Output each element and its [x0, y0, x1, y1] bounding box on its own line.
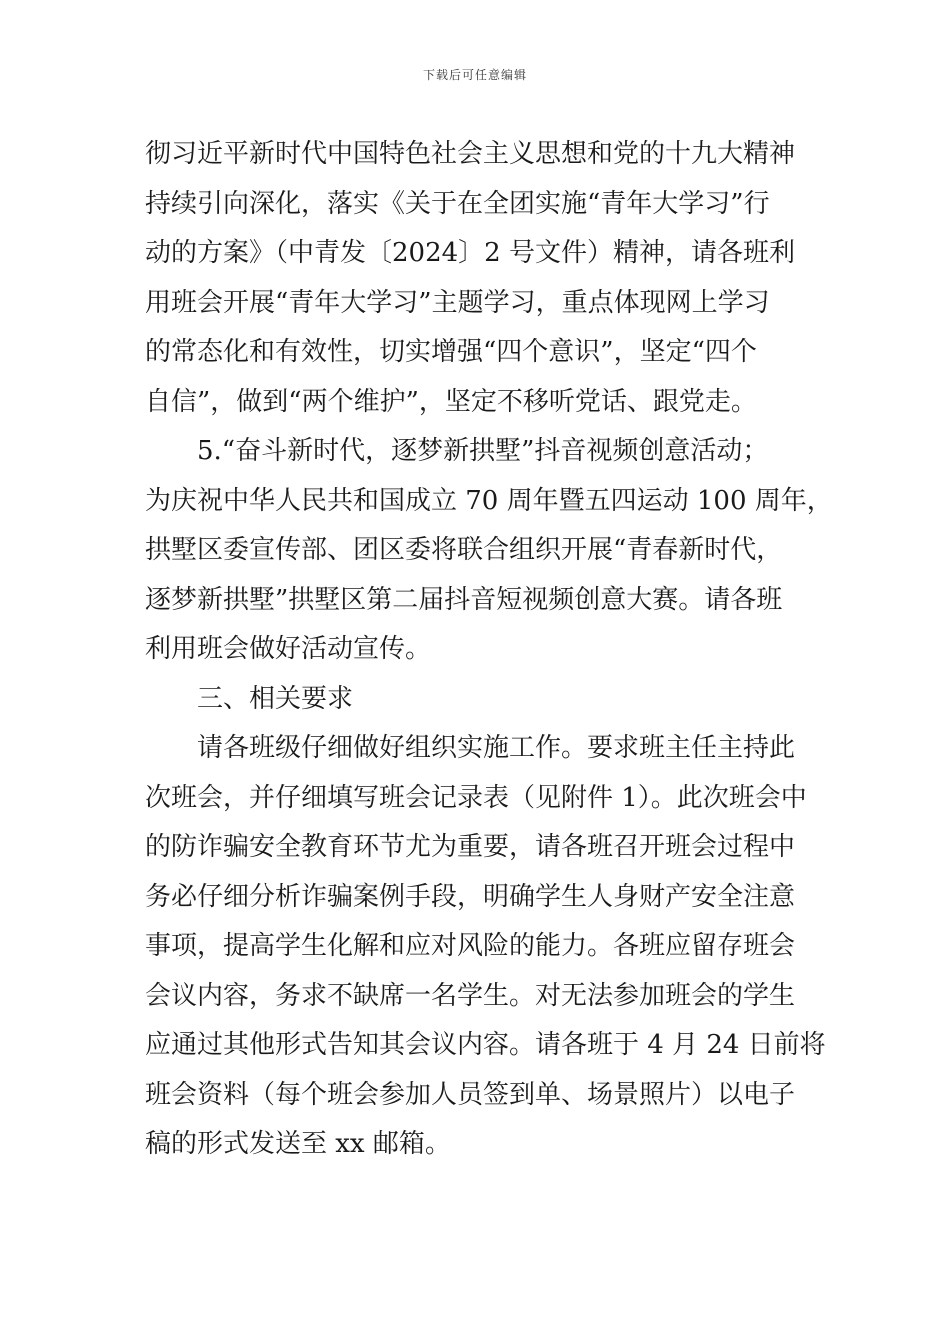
body-line: 5.“奋斗新时代，逐梦新拱墅”抖音视频创意活动；	[197, 436, 769, 466]
body-line: 事项，提高学生化解和应对风险的能力。各班应留存班会	[145, 931, 796, 961]
body-line: 务必仔细分析诈骗案例手段，明确学生人身财产安全注意	[145, 881, 796, 912]
section-heading: 三、相关要求	[197, 683, 354, 714]
body-line: 自信”，做到“两个维护”，坚定不移听党话、跟党走。	[145, 386, 757, 417]
body-line: 用班会开展“青年大学习”主题学习，重点体现网上学习	[145, 287, 770, 318]
body-line: 应通过其他形式告知其会议内容。请各班于 4 月 24 日前将	[145, 1030, 826, 1060]
document-body	[145, 130, 833, 1170]
body-line: 拱墅区委宣传部、团区委将联合组织开展“青春新时代，	[145, 535, 783, 565]
body-line: 的常态化和有效性，切实增强“四个意识”，坚定“四个	[145, 337, 757, 367]
body-line: 逐梦新拱墅”拱墅区第二届抖音短视频创意大赛。请各班	[145, 584, 783, 615]
page-header: 下载后可任意编辑	[422, 68, 527, 82]
body-line: 彻习近平新时代中国特色社会主义思想和党的十九大精神	[145, 139, 796, 169]
body-line: 利用班会做好活动宣传。	[145, 634, 432, 664]
body-line: 稿的形式发送至 xx 邮箱。	[145, 1129, 451, 1159]
body-line: 会议内容，务求不缺席一名学生。对无法参加班会的学生	[145, 980, 796, 1011]
body-line: 的防诈骗安全教育环节尤为重要，请各班召开班会过程中	[145, 832, 796, 862]
body-line: 为庆祝中华人民共和国成立 70 周年暨五四运动 100 周年，	[145, 485, 833, 516]
body-line: 请各班级仔细做好组织实施工作。要求班主任主持此	[197, 733, 796, 763]
body-line: 动的方案》（中青发〔2024〕2 号文件）精神，请各班利	[145, 238, 795, 268]
body-line: 次班会，并仔细填写班会记录表（见附件 1）。此次班会中	[145, 782, 807, 813]
body-line: 班会资料（每个班会参加人员签到单、场景照片）以电子	[145, 1079, 796, 1110]
body-line: 持续引向深化，落实《关于在全团实施“青年大学习”行	[145, 188, 770, 219]
